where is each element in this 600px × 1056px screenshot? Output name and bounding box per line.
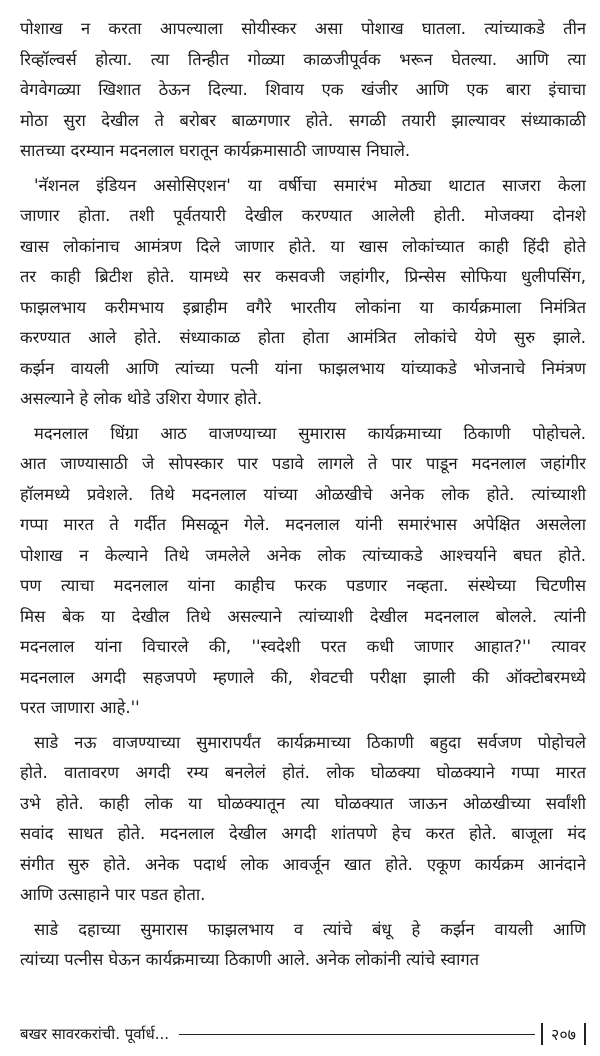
running-title: बखर सावरकरांची. पूर्वार्ध... xyxy=(20,1025,169,1043)
text-line: पोशाख न केल्याने तिथे जमलेले अनेक लोक त्यांच्याकडे आश्चर्याने बघत होते. xyxy=(20,545,586,565)
text-line: त्यांच्या पत्नीस घेऊन कार्यक्रमाच्या ठिकाणी आले. अनेक लोकांनी त्यांचे स्वागत xyxy=(20,950,480,969)
text-line: गप्पा मारत ते गर्दीत मिसळून गेले. मदनलाल यांनी समारंभास अपेक्षित असलेला xyxy=(20,515,586,534)
footer-bar-right xyxy=(584,1023,586,1045)
text-line: हॉलमध्ये प्रवेशले. तिथे मदनलाल यांच्या ओळखीचे अनेक लोक होते. त्यांच्याशी xyxy=(20,484,586,504)
text-line: खास लोकांनाच आमंत्रण दिले जाणार होते. या खास लोकांच्यात काही हिंदी होते xyxy=(20,236,586,256)
page-number: २०७ xyxy=(551,1025,576,1044)
text-line: मिस बेक या देखील तिथे असल्याने त्यांच्याशी देखील मदनलाल बोलले. त्यांनी xyxy=(20,606,586,626)
text-line: मदनलाल अगदी सहजपणे म्हणाले की, शेवटची परीक्षा झाली की ऑक्टोबरमध्ये xyxy=(20,667,586,687)
paragraph xyxy=(20,419,586,724)
text-line: मोठा सुरा देखील ते बरोबर बाळगणार होते. सगळी तयारी झाल्यावर संध्याकाळी xyxy=(20,110,586,130)
text-line: 'नॅशनल इंडियन असोसिएशन' या वर्षीचा समारंभ मोठ्या थाटात साजरा केला xyxy=(34,175,586,195)
text-line: फाझलभाय करीमभाय इब्राहीम वगैरे भारतीय लोकांना या कार्यक्रमाला निमंत्रित xyxy=(20,297,586,317)
text-line: वेगवेगळ्या खिशात ठेऊन दिल्या. शिवाय एक खंजीर आणि एक बारा इंचाचा xyxy=(20,80,586,99)
text-line: तर काही ब्रिटीश होते. यामध्ये सर कसवजी जहांगीर, प्रिन्सेस सोफिया धुलीपसिंग, xyxy=(20,267,586,286)
text-line: करण्यात आले होते. संध्याकाळ होता होता आमंत्रित लोकांचे येणे सुरु झाले. xyxy=(20,328,586,347)
text-line: परत जाणारा आहे.'' xyxy=(20,698,140,717)
text-line: पण त्याचा मदनलाल यांना काहीच फरक पडणार नव्हता. संस्थेच्या चिटणीस xyxy=(20,576,586,595)
text-line: आणि उत्साहाने पार पडत होता. xyxy=(20,885,206,904)
text-line: जाणार होता. तशी पूर्वतयारी देखील करण्यात आलेली होती. मोजक्या दोनशे xyxy=(20,206,586,225)
paragraph xyxy=(20,915,586,976)
text-line: सवांद साधत होते. मदनलाल देखील अगदी शांतपणे हेच करत होते. बाजूला मंद xyxy=(20,824,586,843)
page-footer xyxy=(20,1020,586,1048)
text-line: पोशाख न करता आपल्याला सोयीस्कर असा पोशाख घातला. त्यांच्याकडे तीन xyxy=(20,19,586,38)
text-line: कर्झन वायली आणि त्यांच्या पत्नी यांना फाझलभाय यांच्याकडे भोजनाचे निमंत्रण xyxy=(20,358,586,378)
text-line: होते. वातावरण अगदी रम्य बनलेलं होतं. लोक घोळक्या घोळक्याने गप्पा मारत xyxy=(20,763,586,782)
text-line: मदनलाल धिंग्रा आठ वाजण्याच्या सुमारास कार्यक्रमाच्या ठिकाणी पोहोचले. xyxy=(34,423,586,443)
text-line: मदनलाल यांना विचारले की, ''स्वदेशी परत कधी जाणार आहात?'' त्यावर xyxy=(20,637,586,656)
text-line: संगीत सुरु होते. अनेक पदार्थ लोक आवर्जून खात होते. एकूण कार्यक्रम आनंदाने xyxy=(20,854,586,874)
text-line: उभे होते. काही लोक या घोळक्यातून त्या घोळक्यात जाऊन ओळखीच्या सर्वांशी xyxy=(20,793,586,813)
text-line: साडे दहाच्या सुमारास फाझलभाय व त्यांचे बंधू हे कर्झन वायली आणि xyxy=(34,919,586,939)
body-text xyxy=(20,14,586,980)
text-line: रिव्हॉल्वर्स होत्या. त्या तिन्हीत गोळ्या काळजीपूर्वक भरून घेतल्या. आणि त्या xyxy=(20,49,586,69)
paragraph xyxy=(20,171,586,415)
text-line: सातच्या दरम्यान मदनलाल घरातून कार्यक्रमासाठी जाण्यास निघाले. xyxy=(20,141,411,160)
paragraph xyxy=(20,14,586,167)
paragraph xyxy=(20,728,586,911)
footer-rule xyxy=(179,1034,535,1035)
text-line: आत जाण्यासाठी जे सोपस्कार पार पडावे लागले ते पार पाडून मदनलाल जहांगीर xyxy=(20,454,586,473)
text-line: साडे नऊ वाजण्याच्या सुमारापर्यंत कार्यक्रमाच्या ठिकाणी बहुदा सर्वजण पोहोचले xyxy=(34,732,586,752)
text-line: असल्याने हे लोक थोडे उशिरा येणार होते. xyxy=(20,389,263,408)
